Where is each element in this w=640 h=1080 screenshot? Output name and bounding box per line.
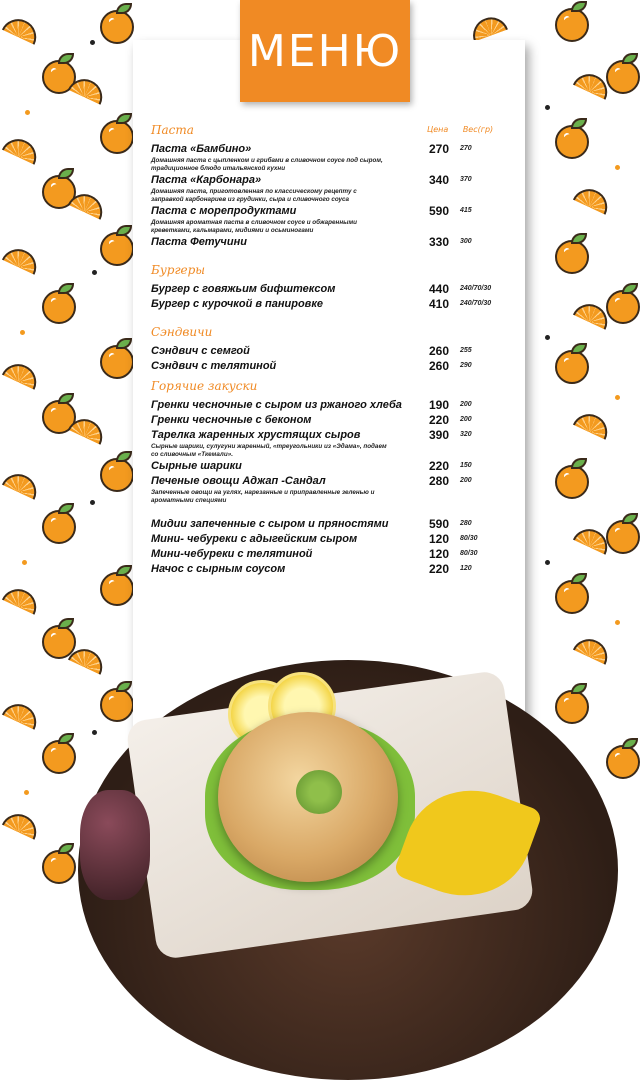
item-price: 220 (429, 562, 450, 576)
menu-item (151, 532, 521, 547)
item-name: Гренки чесночные с сыром из ржаного хлеба (151, 399, 402, 411)
menu-item (151, 398, 521, 413)
orange-slice-icon (68, 188, 108, 220)
item-price: 340 (429, 173, 450, 187)
item-name: Паста Фетучини (151, 236, 247, 248)
menu-item (151, 428, 521, 459)
menu-item (151, 359, 521, 374)
menu-item (151, 517, 521, 532)
item-price: 440 (429, 282, 450, 296)
menu-header (240, 0, 410, 102)
item-name: Мини- чебуреки с адыгейским сыром (151, 533, 358, 545)
dot (545, 105, 550, 110)
item-name: Тарелка жаренных хрустящих сыров (151, 429, 361, 441)
dot (92, 730, 97, 735)
item-weight: 150 (460, 462, 472, 469)
item-name: Сэндвич с телятиной (151, 360, 277, 372)
orange-icon (555, 465, 589, 499)
item-weight: 280 (460, 520, 472, 527)
item-description: Домашняя паста, приготовленная по классическому рецепту с заправкой карбонариев из грудинки, сыра и сливочного соуса (151, 188, 357, 203)
item-name: Начос с сырным соусом (151, 563, 286, 575)
dot (90, 40, 95, 45)
orange-slice-icon (2, 358, 42, 390)
item-weight: 300 (460, 238, 472, 245)
orange-icon (42, 290, 76, 324)
item-weight: 290 (460, 362, 472, 369)
item-description: Сырные шарики, сулугуни жаренный, «треугольники из «Эдама», подаем со сливочным «Ткемали». (151, 443, 387, 458)
item-weight: 240/70/30 (460, 300, 492, 307)
orange-icon (42, 850, 76, 884)
item-description: Домашняя ароматная паста в сливочном соусе и обжаренными креветками, кальмарами, мидиями и осьминогами (151, 219, 358, 234)
menu-item (151, 344, 521, 359)
bagel-hole (296, 770, 342, 814)
item-price: 190 (429, 398, 450, 412)
menu-item (151, 413, 521, 428)
item-weight: 255 (460, 347, 472, 354)
orange-slice-icon (2, 133, 42, 165)
menu-item (151, 297, 521, 312)
menu-list (151, 122, 521, 577)
orange-icon (555, 350, 589, 384)
item-price: 590 (429, 204, 450, 218)
item-description: Домашняя паста с цыпленком и грибами в сливочном соусе под сыром, традиционное блюдо итальянской кухни (151, 157, 383, 172)
section-title-hot-appetizers: Горячие закуски (151, 379, 258, 393)
item-name: Гренки чесночные с беконом (151, 414, 312, 426)
dot (545, 560, 550, 565)
item-price: 390 (429, 428, 450, 442)
dot (615, 620, 620, 625)
dot (90, 500, 95, 505)
item-name: Мини-чебуреки с телятиной (151, 548, 313, 560)
orange-slice-icon (68, 413, 108, 445)
orange-icon (606, 60, 640, 94)
item-price: 270 (429, 142, 450, 156)
section-title-burgers: Бургеры (151, 263, 206, 277)
orange-slice-icon (68, 73, 108, 105)
item-name: Сэндвич с семгой (151, 345, 250, 357)
dot (22, 560, 27, 565)
item-weight: 200 (460, 401, 472, 408)
item-name: Мидии запеченные с сыром и пряностями (151, 518, 389, 530)
dot (615, 395, 620, 400)
item-price: 280 (429, 474, 450, 488)
orange-slice-icon (2, 13, 42, 45)
menu-item (151, 282, 521, 297)
grilled-vegetables (80, 790, 150, 900)
item-price: 220 (429, 459, 450, 473)
menu-item (151, 173, 521, 204)
orange-icon (555, 690, 589, 724)
page-title: МЕНЮ (247, 25, 403, 77)
weight-column-header: Вес(гр) (462, 125, 494, 134)
item-name: Сырные шарики (151, 460, 242, 472)
orange-slice-icon (2, 468, 42, 500)
orange-slice-icon (573, 633, 613, 665)
item-name: Паста с морепродуктами (151, 205, 297, 217)
menu-item (151, 474, 521, 505)
dot (20, 330, 25, 335)
menu-item (151, 142, 521, 173)
item-weight: 415 (460, 207, 472, 214)
item-weight: 200 (460, 416, 472, 423)
item-name: Паста «Карбонара» (151, 174, 262, 186)
item-description: Запеченные овощи на углях, нарезанные и приправленные зеленью и ароматными специями (151, 489, 375, 504)
menu-item (151, 459, 521, 474)
item-name: Бургер с курочкой в панировке (151, 298, 324, 310)
dot (24, 790, 29, 795)
dot (92, 270, 97, 275)
orange-icon (555, 125, 589, 159)
item-price: 410 (429, 297, 450, 311)
item-weight: 240/70/30 (460, 285, 492, 292)
orange-icon (100, 10, 134, 44)
item-price: 260 (429, 359, 450, 373)
item-weight: 120 (460, 565, 472, 572)
orange-slice-icon (2, 698, 42, 730)
orange-icon (606, 745, 640, 779)
item-weight: 80/30 (460, 550, 478, 557)
menu-item (151, 547, 521, 562)
orange-icon (555, 580, 589, 614)
section-title-pasta: Паста (151, 123, 194, 137)
item-weight: 270 (460, 145, 472, 152)
orange-slice-icon (2, 243, 42, 275)
orange-icon (555, 240, 589, 274)
orange-icon (42, 510, 76, 544)
orange-slice-icon (2, 808, 42, 840)
dot (615, 165, 620, 170)
menu-item (151, 235, 521, 250)
item-price: 120 (429, 532, 450, 546)
orange-slice-icon (573, 183, 613, 215)
item-weight: 320 (460, 431, 472, 438)
orange-icon (555, 8, 589, 42)
item-name: Печеные овощи Аджап -Сандал (151, 475, 326, 487)
orange-slice-icon (573, 408, 613, 440)
item-price: 330 (429, 235, 450, 249)
item-name: Бургер с говяжьим бифштексом (151, 283, 336, 295)
item-weight: 200 (460, 477, 472, 484)
dot (545, 335, 550, 340)
item-price: 260 (429, 344, 450, 358)
menu-item (151, 562, 521, 577)
item-weight: 80/30 (460, 535, 478, 542)
orange-icon (100, 572, 134, 606)
price-column-header: Цена (427, 125, 449, 134)
orange-slice-icon (68, 643, 108, 675)
dot (25, 110, 30, 115)
orange-icon (100, 688, 134, 722)
item-price: 220 (429, 413, 450, 427)
item-name: Паста «Бамбино» (151, 143, 252, 155)
item-price: 120 (429, 547, 450, 561)
item-price: 590 (429, 517, 450, 531)
orange-icon (100, 458, 134, 492)
orange-slice-icon (2, 583, 42, 615)
menu-item (151, 204, 521, 235)
orange-slice-icon (468, 12, 508, 41)
section-title-sandwiches: Сэндвичи (151, 325, 213, 339)
orange-icon (100, 120, 134, 154)
orange-icon (100, 345, 134, 379)
item-weight: 370 (460, 176, 472, 183)
orange-icon (606, 290, 640, 324)
orange-icon (100, 232, 134, 266)
orange-icon (42, 740, 76, 774)
